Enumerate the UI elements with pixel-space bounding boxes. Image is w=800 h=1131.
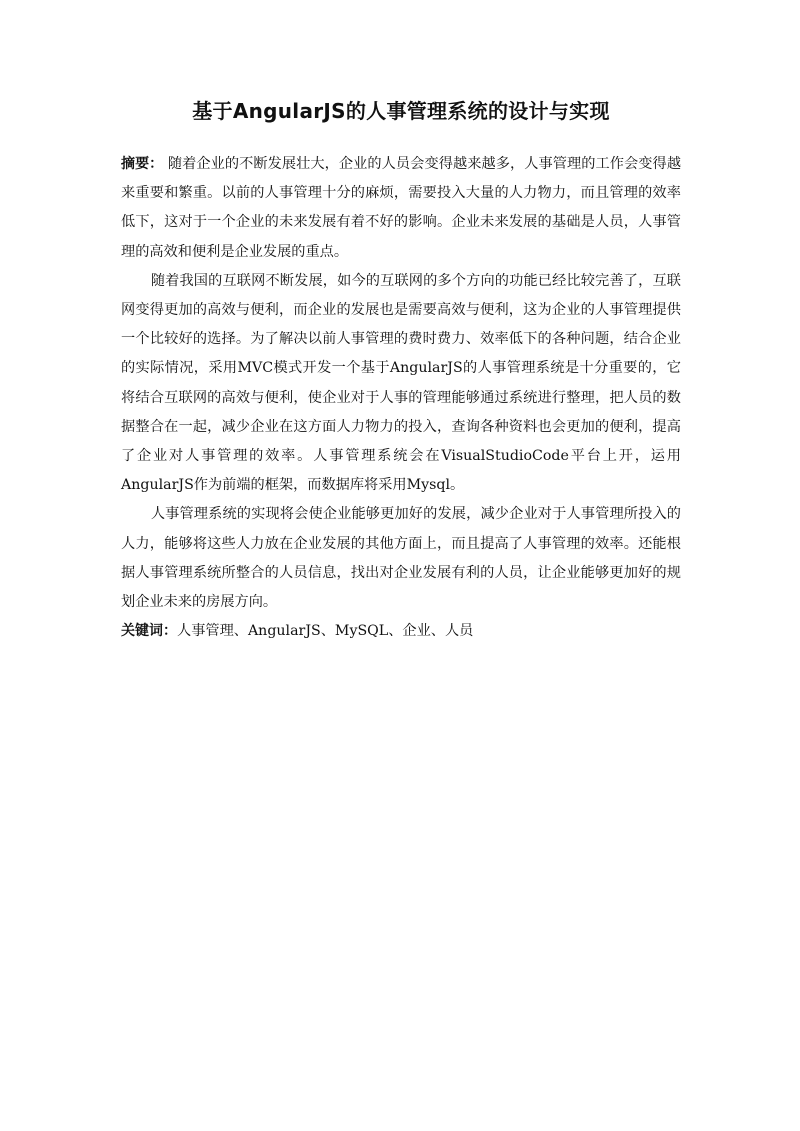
abstract-paragraph-2: 随着我国的互联网不断发展，如今的互联网的多个方向的功能已经比较完善了，互联网变得更加的高效与便利，而企业的发展也是需要高效与便利，这为企业的人事管理提供一个比较好的选择。为了解决以前人事管理的费时费力、效率低下的各种问题，结合企业的实际情况，采用MVC模式开发一个基于AngularJS的人事管理系统是十分重要的，它将结合互联网的高效与便利，使企业对于人事的管理能够通过系统进行整理，把人员的数据整合在一起，减少企业在这方面人力物力的投入，查询各种资料也会更加的便利，提高了企业对人事管理的效率。人事管理系统会在VisualStudioCode平台上开，运用AngularJS作为前端的框架，而数据库将采用Mysql。 [121, 272, 681, 494]
paper-title: 基于AngularJS的人事管理系统的设计与实现 [192, 99, 610, 123]
abstract-text-1: 随着企业的不断发展壮大，企业的人员会变得越来越多，人事管理的工作会变得越来重要和繁重。以前的人事管理十分的麻烦，需要投入大量的人力物力，而且管理的效率低下，这对于一个企业的未来发展有着不好的影响。企业未来发展的基础是人员，人事管理的高效和便利是企业发展的重点。 [121, 156, 682, 260]
abstract-paragraph-1 [121, 150, 681, 267]
keywords-line [121, 617, 681, 646]
abstract-paragraph-3: 人事管理系统的实现将会使企业能够更加好的发展，减少企业对于人事管理所投入的人力，能够将这些人力放在企业发展的其他方面上，而且提高了人事管理的效率。还能根据人事管理系统所整合的人员信息，找出对企业发展有利的人员，让企业能够更加好的规划企业未来的房展方向。 [121, 506, 681, 611]
abstract-section [121, 150, 681, 646]
keywords-label: 关键词： [121, 623, 177, 640]
abstract-label: 摘要： [121, 156, 164, 172]
keywords-text: 人事管理、AngularJS、MySQL、企业、人员 [177, 623, 474, 640]
